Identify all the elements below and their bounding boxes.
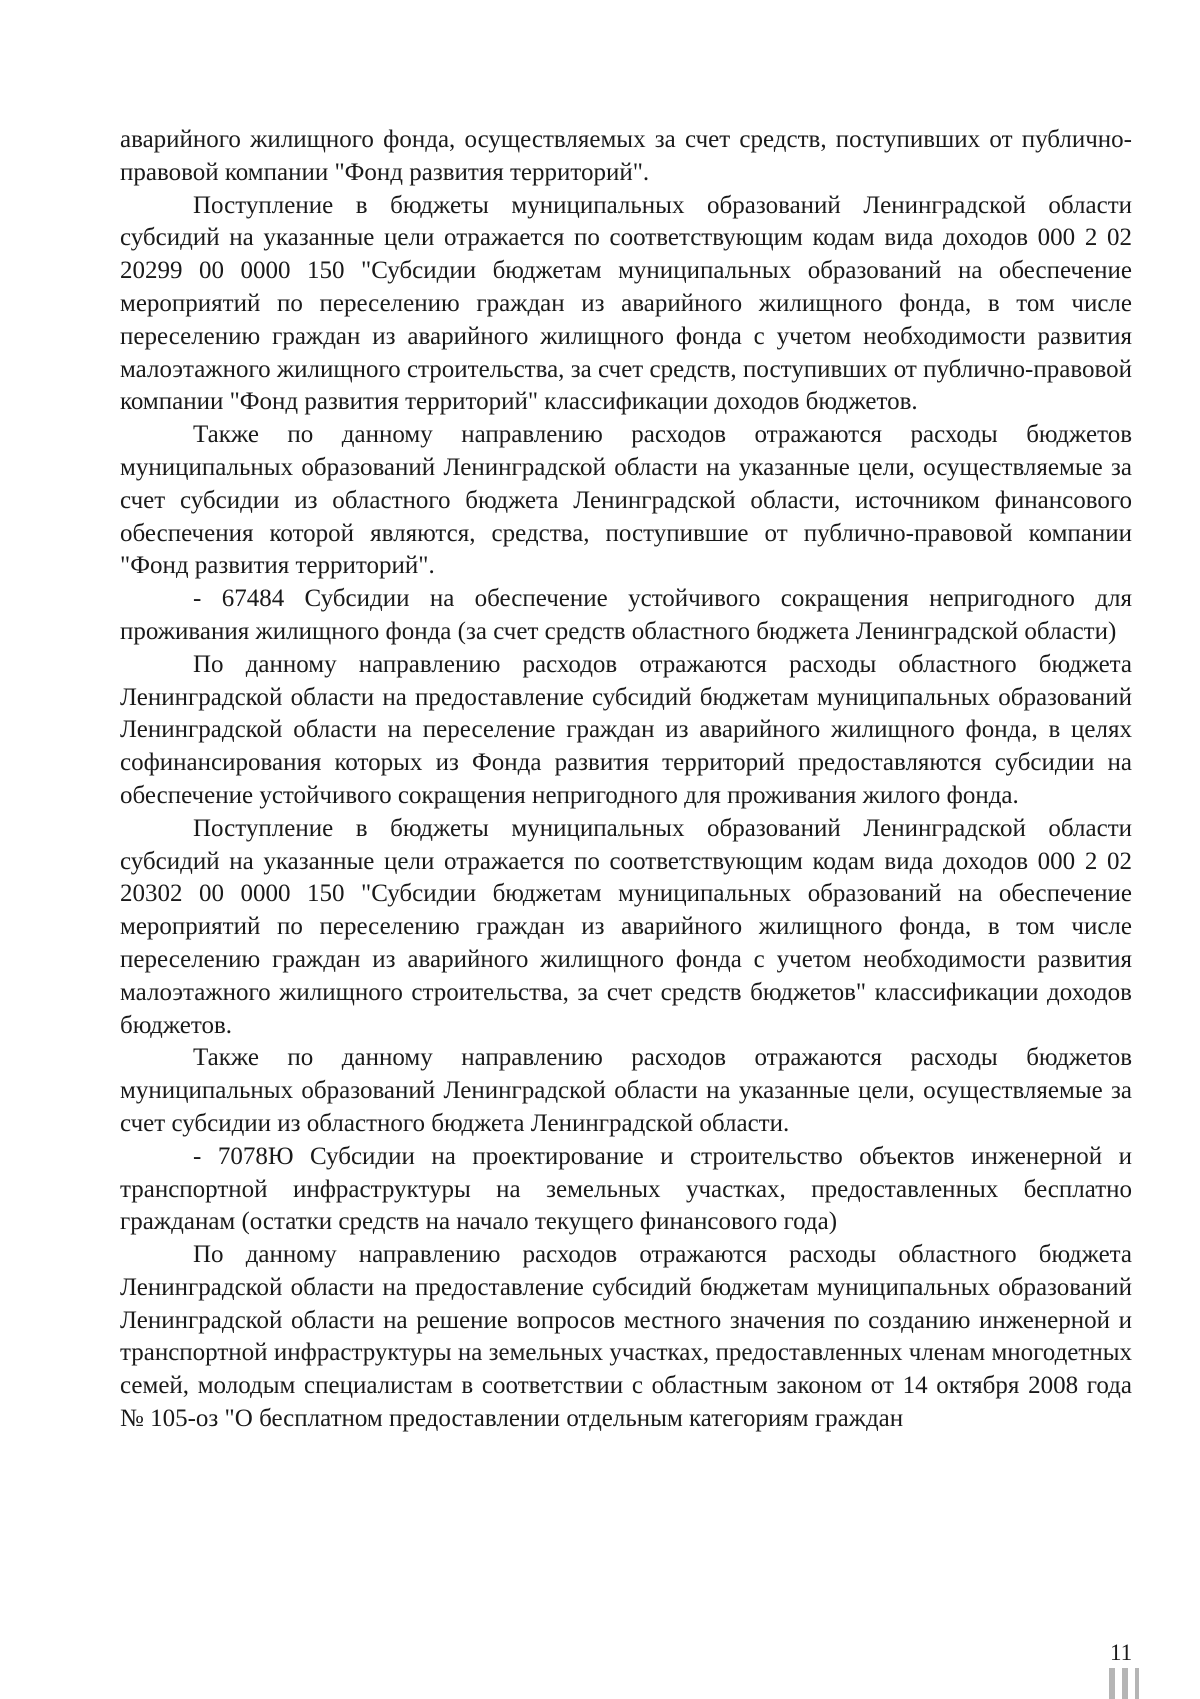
paragraph-7: Также по данному направлению расходов отражаются расходы бюджетов муниципальных образований Ленинградской области на указанные цели, осуществляемые за счет субсидии из областного бюджета Ленинградской области.: [120, 1044, 1132, 1137]
paragraph-8: - 7078Ю Субсидии на проектирование и строительство объектов инженерной и транспортной инфраструктуры на земельных участках, предоставленных бесплатно гражданам (остатки средств на начало текущего финансового года): [120, 1142, 1132, 1236]
paragraph-4: - 67484 Субсидии на обеспечение устойчивого сокращения непригодного для проживания жилищного фонда (за счет средств областного бюджета Ленинградской области): [120, 585, 1132, 645]
scan-artifact-mark: [1109, 1668, 1139, 1699]
paragraph-9: По данному направлению расходов отражаются расходы областного бюджета Ленинградской области на предоставление субсидий бюджетам муниципальных образований Ленинградской области на решение вопросов местного значения по созданию инженерной и транспортной инфраструктуры на земельных участках, предоставленных членам многодетных семей, молодым специалистам в соответствии с областным законом от 14 октября 2008 года № 105-оз "О бесплатном предоставлении отдельным категориям граждан: [120, 1241, 1132, 1433]
paragraph-2: Поступление в бюджеты муниципальных образований Ленинградской области субсидий на указанные цели отражается по соответствующим кодам вида доходов 000 2 02 20299 00 0000 150 "Субсидии бюджетам муниципальных образований на обеспечение мероприятий по переселению граждан из аварийного жилищного фонда, в том числе переселению граждан из аварийного жилищного фонда с учетом необходимости развития малоэтажного жилищного строительства, за счет средств, поступивших от публично-правовой компании "Фонд развития территорий" классификации доходов бюджетов.: [120, 191, 1132, 416]
page-number: 11: [1110, 1640, 1133, 1665]
paragraph-1: аварийного жилищного фонда, осуществляемых за счет средств, поступивших от публично-правовой компании "Фонд развития территорий".: [120, 126, 1132, 186]
paragraph-5: По данному направлению расходов отражаются расходы областного бюджета Ленинградской области на предоставление субсидий бюджетам муниципальных образований Ленинградской области на переселение граждан из аварийного жилищного фонда, в целях софинансирования которых из Фонда развития территорий предоставляются субсидии на обеспечение устойчивого сокращения непригодного для проживания жилого фонда.: [120, 650, 1132, 809]
document-body: [120, 124, 1132, 1436]
paragraph-3: Также по данному направлению расходов отражаются расходы бюджетов муниципальных образований Ленинградской области на указанные цели, осуществляемые за счет субсидии из областного бюджета Ленинградской области, источником финансового обеспечения которой являются, средства, поступившие от публично-правовой компании "Фонд развития территорий".: [120, 421, 1132, 580]
paragraph-6: Поступление в бюджеты муниципальных образований Ленинградской области субсидий на указанные цели отражается по соответствующим кодам вида доходов 000 2 02 20302 00 0000 150 "Субсидии бюджетам муниципальных образований на обеспечение мероприятий по переселению граждан из аварийного жилищного фонда, в том числе переселению граждан из аварийного жилищного фонда с учетом необходимости развития малоэтажного жилищного строительства, за счет средств бюджетов" классификации доходов бюджетов.: [120, 814, 1132, 1039]
